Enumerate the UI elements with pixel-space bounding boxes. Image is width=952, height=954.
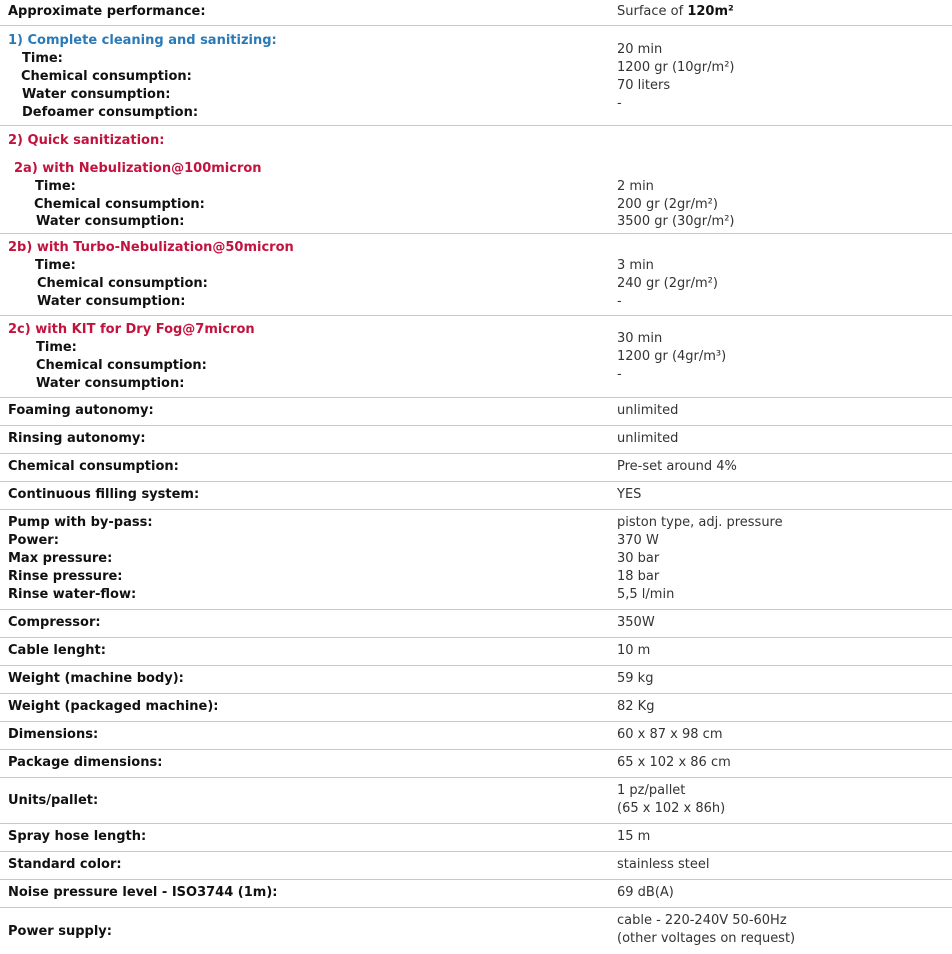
row-weight-body	[0, 666, 952, 694]
turbo-heading: 2b) with Turbo-Nebulization@50micron	[8, 240, 294, 255]
row-spray-hose	[0, 824, 952, 852]
dryfog-water-value: -	[617, 367, 622, 382]
complete-cleaning-heading: 1) Complete cleaning and sanitizing:	[8, 33, 277, 48]
row-chemical-consumption	[0, 454, 952, 482]
max-pressure-value: 30 bar	[617, 551, 660, 566]
compressor-value: 350W	[617, 615, 655, 630]
dryfog-heading: 2c) with KIT for Dry Fog@7micron	[8, 322, 255, 337]
turbo-time-label: Time:	[35, 258, 76, 273]
row-approximate-performance	[0, 0, 952, 26]
row-noise-level	[0, 880, 952, 908]
pallet-value-2: (65 x 102 x 86h)	[617, 801, 726, 816]
turbo-chemical-value: 240 gr (2gr/m²)	[617, 276, 718, 291]
chemical-value: Pre-set around 4%	[617, 459, 737, 474]
rinse-pressure-value: 18 bar	[617, 569, 660, 584]
row-dry-fog	[0, 316, 952, 398]
filling-label: Continuous filling system:	[8, 487, 200, 502]
pallet-value-1: 1 pz/pallet	[617, 783, 686, 798]
nebulization-water-value: 3500 gr (30gr/m²)	[617, 214, 735, 229]
hose-label: Spray hose length:	[8, 829, 147, 844]
row-compressor	[0, 610, 952, 638]
dimensions-label: Dimensions:	[8, 727, 99, 742]
nebulization-time-label: Time:	[35, 179, 76, 194]
power-supply-value-2: (other voltages on request)	[617, 931, 796, 946]
row-foaming-autonomy	[0, 398, 952, 426]
cable-value: 10 m	[617, 643, 651, 658]
chemical-label: Chemical consumption:	[8, 459, 179, 474]
dryfog-time-label: Time:	[36, 340, 77, 355]
complete-water-label: Water consumption:	[22, 87, 171, 102]
row-rinsing-autonomy	[0, 426, 952, 454]
complete-defoamer-value: -	[617, 96, 622, 111]
turbo-water-value: -	[617, 294, 622, 309]
turbo-time-value: 3 min	[617, 258, 654, 273]
row-complete-cleaning	[0, 26, 952, 126]
dryfog-chemical-label: Chemical consumption:	[36, 358, 207, 373]
nebulization-heading: 2a) with Nebulization@100micron	[14, 161, 262, 176]
dryfog-water-label: Water consumption:	[36, 376, 185, 391]
row-quick-sanitization	[0, 126, 952, 234]
performance-value: Surface of 120m²	[617, 4, 734, 19]
power-supply-label: Power supply:	[8, 924, 112, 939]
row-weight-packaged	[0, 694, 952, 722]
dimensions-value: 60 x 87 x 98 cm	[617, 727, 723, 742]
pallet-label: Units/pallet:	[8, 793, 99, 808]
row-cable-length	[0, 638, 952, 666]
complete-chemical-value: 1200 gr (10gr/m²)	[617, 60, 735, 75]
row-package-dimensions	[0, 750, 952, 778]
weight-body-label: Weight (machine body):	[8, 671, 184, 686]
nebulization-chemical-label: Chemical consumption:	[34, 197, 205, 212]
row-standard-color	[0, 852, 952, 880]
foaming-value: unlimited	[617, 403, 679, 418]
rinse-pressure-label: Rinse pressure:	[8, 569, 123, 584]
row-power-supply	[0, 908, 952, 954]
complete-water-value: 70 liters	[617, 78, 671, 93]
dryfog-time-value: 30 min	[617, 331, 663, 346]
nebulization-chemical-value: 200 gr (2gr/m²)	[617, 197, 718, 212]
noise-value: 69 dB(A)	[617, 885, 674, 900]
pack-dim-value: 65 x 102 x 86 cm	[617, 755, 731, 770]
turbo-water-label: Water consumption:	[37, 294, 186, 309]
row-pump	[0, 510, 952, 610]
max-pressure-label: Max pressure:	[8, 551, 113, 566]
row-dimensions	[0, 722, 952, 750]
weight-body-value: 59 kg	[617, 671, 654, 686]
nebulization-time-value: 2 min	[617, 179, 654, 194]
rinse-waterflow-label: Rinse water-flow:	[8, 587, 137, 602]
hose-value: 15 m	[617, 829, 651, 844]
weight-pack-label: Weight (packaged machine):	[8, 699, 219, 714]
rinsing-label: Rinsing autonomy:	[8, 431, 146, 446]
color-label: Standard color:	[8, 857, 122, 872]
noise-label: Noise pressure level - ISO3744 (1m):	[8, 885, 278, 900]
complete-time-label: Time:	[22, 51, 63, 66]
quick-sanitization-heading: 2) Quick sanitization:	[8, 133, 165, 148]
compressor-label: Compressor:	[8, 615, 101, 630]
rinsing-value: unlimited	[617, 431, 679, 446]
pump-value: piston type, adj. pressure	[617, 515, 783, 530]
complete-chemical-label: Chemical consumption:	[21, 69, 192, 84]
color-value: stainless steel	[617, 857, 710, 872]
power-supply-value-1: cable - 220-240V 50-60Hz	[617, 913, 787, 928]
power-label: Power:	[8, 533, 59, 548]
performance-label: Approximate performance:	[8, 4, 206, 19]
pump-label: Pump with by-pass:	[8, 515, 153, 530]
turbo-chemical-label: Chemical consumption:	[37, 276, 208, 291]
rinse-waterflow-value: 5,5 l/min	[617, 587, 675, 602]
cable-label: Cable lenght:	[8, 643, 106, 658]
pack-dim-label: Package dimensions:	[8, 755, 163, 770]
power-value: 370 W	[617, 533, 659, 548]
weight-pack-value: 82 Kg	[617, 699, 655, 714]
row-units-pallet	[0, 778, 952, 824]
foaming-label: Foaming autonomy:	[8, 403, 154, 418]
dryfog-chemical-value: 1200 gr (4gr/m³)	[617, 349, 727, 364]
row-continuous-filling	[0, 482, 952, 510]
complete-defoamer-label: Defoamer consumption:	[22, 105, 199, 120]
filling-value: YES	[617, 487, 642, 502]
complete-time-value: 20 min	[617, 42, 663, 57]
row-turbo-nebulization	[0, 234, 952, 316]
nebulization-water-label: Water consumption:	[36, 214, 185, 229]
